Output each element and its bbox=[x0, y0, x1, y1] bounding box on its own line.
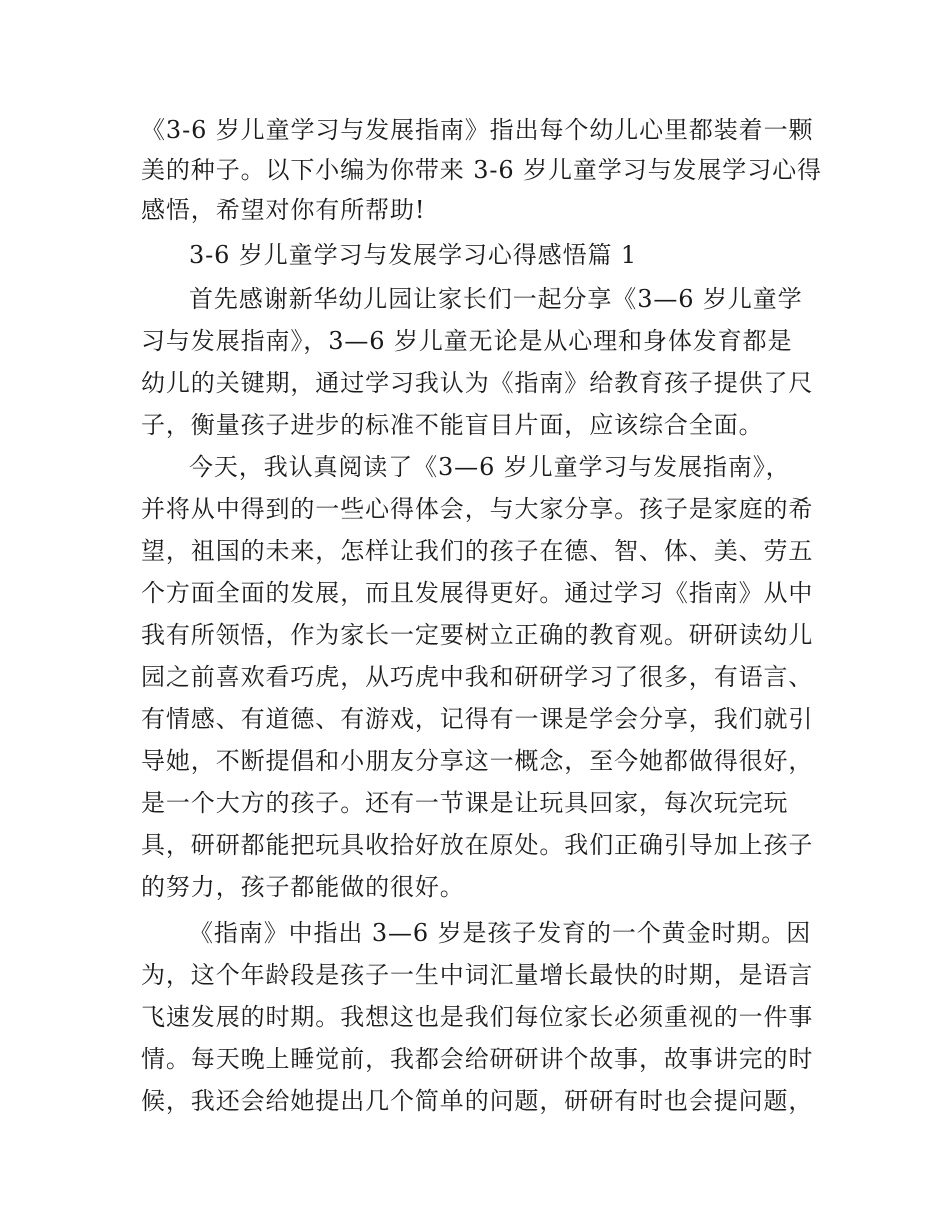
text-line: 《3-6 岁儿童学习与发展指南》指出每个幼儿心里都装着一颗 bbox=[141, 116, 814, 144]
text-line: 飞速发展的时期。我想这也是我们每位家长必须重视的一件事 bbox=[141, 1003, 814, 1031]
text-line: 园之前喜欢看巧虎，从巧虎中我和研研学习了很多，有语言、 bbox=[141, 663, 814, 691]
text-line: 望，祖国的未来，怎样让我们的孩子在德、智、体、美、劳五 bbox=[141, 537, 814, 565]
text-line: 为，这个年龄段是孩子一生中词汇量增长最快的时期，是语言 bbox=[141, 961, 814, 989]
section-heading: 3-6 岁儿童学习与发展学习心得感悟篇 1 bbox=[189, 241, 638, 269]
text-line: 《指南》中指出 3—6 岁是孩子发育的一个黄金时期。因 bbox=[189, 919, 812, 947]
text-line: 有情感、有道德、有游戏，记得有一课是学会分享，我们就引 bbox=[141, 705, 814, 733]
text-line: 情。每天晚上睡觉前，我都会给研研讲个故事，故事讲完的时 bbox=[141, 1045, 814, 1073]
text-line: 感悟，希望对你有所帮助! bbox=[141, 196, 426, 224]
text-line: 今天，我认真阅读了《3—6 岁儿童学习与发展指南》， bbox=[189, 453, 791, 481]
text-line: 幼儿的关键期，通过学习我认为《指南》给教育孩子提供了尺 bbox=[141, 369, 814, 397]
text-line: 子，衡量孩子进步的标准不能盲目片面，应该综合全面。 bbox=[141, 411, 764, 439]
text-line: 是一个大方的孩子。还有一节课是让玩具回家，每次玩完玩 bbox=[141, 789, 789, 817]
text-line: 首先感谢新华幼儿园让家长们一起分享《3—6 岁儿童学 bbox=[189, 285, 803, 313]
text-line: 我有所领悟，作为家长一定要树立正确的教育观。研研读幼儿 bbox=[141, 621, 814, 649]
text-line: 并将从中得到的一些心得体会，与大家分享。孩子是家庭的希 bbox=[141, 495, 814, 523]
text-line: 候，我还会给她提出几个简单的问题，研研有时也会提问题， bbox=[141, 1087, 814, 1115]
text-line: 习与发展指南》，3—6 岁儿童无论是从心理和身体发育都是 bbox=[141, 327, 793, 355]
text-line: 的努力，孩子都能做的很好。 bbox=[141, 873, 465, 901]
text-line: 具，研研都能把玩具收拾好放在原处。我们正确引导加上孩子 bbox=[141, 831, 814, 859]
text-line: 导她，不断提倡和小朋友分享这一概念，至今她都做得很好， bbox=[141, 747, 814, 775]
text-line: 个方面全面的发展，而且发展得更好。通过学习《指南》从中 bbox=[141, 579, 814, 607]
text-line: 美的种子。以下小编为你带来 3-6 岁儿童学习与发展学习心得 bbox=[141, 156, 822, 184]
